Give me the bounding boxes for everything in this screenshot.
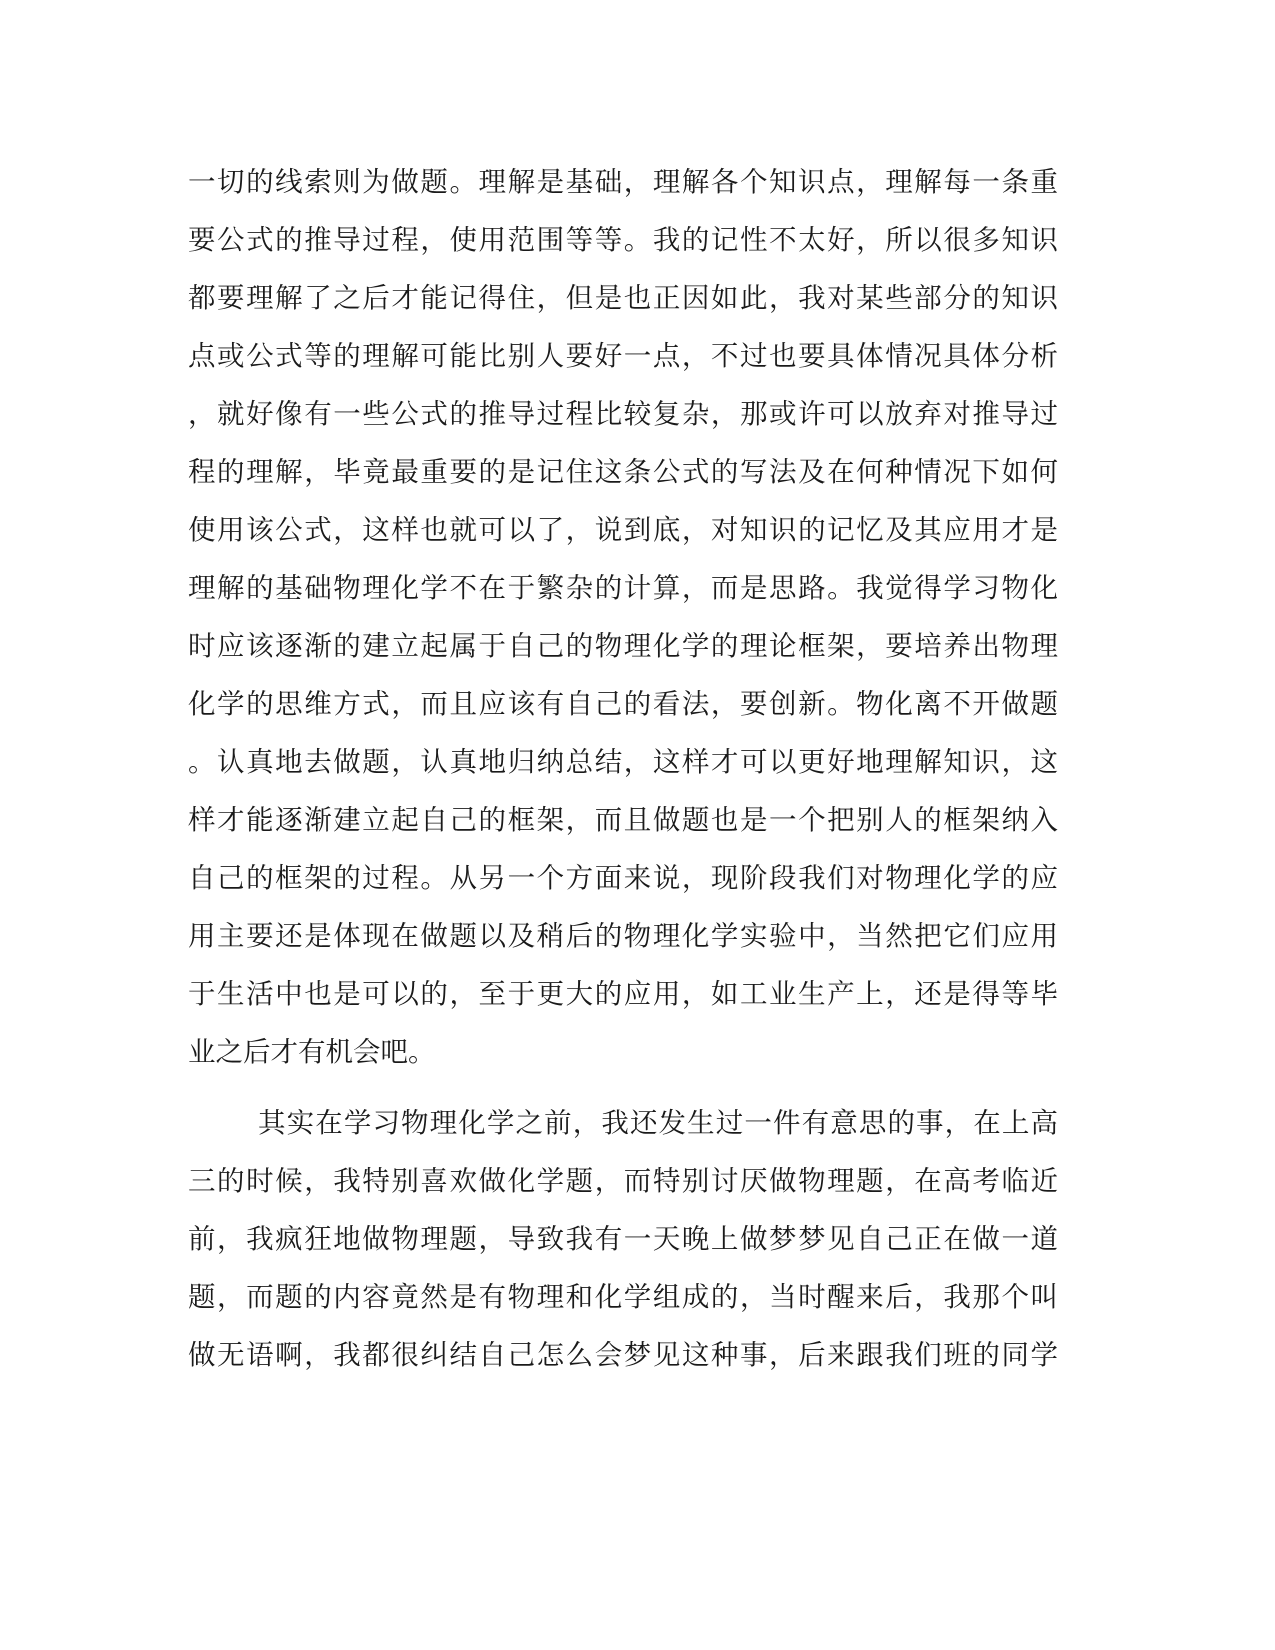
text-line: ，就好像有一些公式的推导过程比较复杂，那或许可以放弃对推导过 [188,398,1058,430]
text-line: 前，我疯狂地做物理题，导致我有一天晚上做梦梦见自己正在做一道 [188,1223,1058,1255]
text-line: 于生活中也是可以的，至于更大的应用，如工业生产上，还是得等毕 [188,978,1058,1010]
text-line: 点或公式等的理解可能比别人要好一点，不过也要具体情况具体分析 [188,340,1058,372]
text-line: 使用该公式，这样也就可以了，说到底，对知识的记忆及其应用才是 [188,514,1058,546]
text-line: 化学的思维方式，而且应该有自己的看法，要创新。物化离不开做题 [188,688,1058,720]
text-line: 做无语啊，我都很纠结自己怎么会梦见这种事，后来跟我们班的同学 [188,1339,1058,1371]
text-line: 自己的框架的过程。从另一个方面来说，现阶段我们对物理化学的应 [188,862,1058,894]
text-line: 其实在学习物理化学之前，我还发生过一件有意思的事，在上高 [258,1107,1058,1139]
text-line: 三的时候，我特别喜欢做化学题，而特别讨厌做物理题，在高考临近 [188,1165,1058,1197]
text-line: 一切的线索则为做题。理解是基础，理解各个知识点，理解每一条重 [188,166,1058,198]
text-line: 要公式的推导过程，使用范围等等。我的记性不太好，所以很多知识 [188,224,1058,256]
text-line: 用主要还是体现在做题以及稍后的物理化学实验中，当然把它们应用 [188,920,1058,952]
text-line: 时应该逐渐的建立起属于自己的物理化学的理论框架，要培养出物理 [188,630,1058,662]
text-line: 样才能逐渐建立起自己的框架，而且做题也是一个把别人的框架纳入 [188,804,1058,836]
text-line: 。认真地去做题，认真地归纳总结，这样才可以更好地理解知识，这 [188,746,1058,778]
text-line: 业之后才有机会吧。 [188,1036,436,1068]
text-line: 程的理解，毕竟最重要的是记住这条公式的写法及在何种情况下如何 [188,456,1058,488]
text-line: 题，而题的内容竟然是有物理和化学组成的，当时醒来后，我那个叫 [188,1281,1058,1313]
text-line: 理解的基础物理化学不在于繁杂的计算，而是思路。我觉得学习物化 [188,572,1058,604]
text-line: 都要理解了之后才能记得住，但是也正因如此，我对某些部分的知识 [188,282,1058,314]
